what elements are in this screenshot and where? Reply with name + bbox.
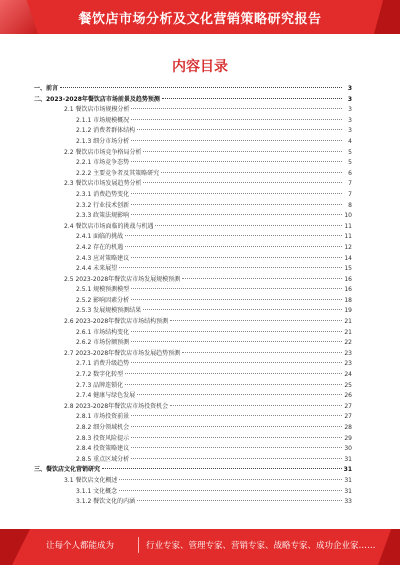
toc-entry-title: 2.6.2 市场份额预测 bbox=[76, 339, 130, 347]
toc-entry-title: 2.6.1 市场结构变化 bbox=[76, 328, 130, 336]
toc-entry[interactable] bbox=[34, 476, 352, 487]
toc-entry-page: 3 bbox=[348, 127, 352, 135]
toc-entry-page: 29 bbox=[344, 434, 352, 442]
toc-entry[interactable] bbox=[34, 402, 352, 413]
toc-entry-title: 三、餐饮店文化营销研究 bbox=[34, 466, 101, 474]
toc-entry-page: 31 bbox=[344, 455, 352, 463]
toc-entry-title: 2.1.3 细分市场分析 bbox=[76, 137, 130, 145]
toc-entry[interactable] bbox=[34, 137, 352, 148]
toc-entry-title: 2.8 2023-2028年餐饮店市场投资机会 bbox=[64, 402, 169, 410]
toc-entry-page: 3 bbox=[348, 106, 352, 114]
toc-entry[interactable] bbox=[34, 211, 352, 222]
toc-entry[interactable] bbox=[34, 465, 352, 476]
toc-entry-title: 二、2023-2028年餐饮店市场前景及趋势预测 bbox=[34, 95, 160, 103]
toc-entry[interactable] bbox=[34, 243, 352, 254]
toc-entry[interactable] bbox=[34, 370, 352, 381]
toc-entry-title: 一、前言 bbox=[34, 85, 59, 92]
toc-entry[interactable] bbox=[34, 254, 352, 265]
toc-leader-dots bbox=[161, 172, 342, 173]
footer-slogan: 让每个人都能成为 bbox=[46, 541, 115, 551]
toc-entry[interactable] bbox=[34, 455, 352, 466]
toc-leader-dots bbox=[131, 299, 342, 300]
toc-entry-page: 23 bbox=[344, 349, 352, 357]
toc-entry-page: 24 bbox=[344, 371, 352, 379]
toc-entry[interactable] bbox=[34, 126, 352, 137]
toc-leader-dots bbox=[102, 468, 342, 469]
toc-entry-page: 27 bbox=[344, 413, 352, 421]
toc-entry[interactable] bbox=[34, 285, 352, 296]
toc-entry-title: 2.3.2 行业技术创新 bbox=[76, 201, 130, 209]
toc-entry-title: 2.2.1 市场竞争态势 bbox=[76, 159, 130, 167]
toc-entry[interactable] bbox=[34, 391, 352, 402]
toc-leader-dots bbox=[119, 490, 342, 491]
toc-leader-dots bbox=[170, 405, 342, 406]
toc-entry-page: 21 bbox=[344, 328, 352, 336]
toc-leader-dots bbox=[131, 426, 342, 427]
toc-entry[interactable] bbox=[34, 328, 352, 339]
toc-entry-page: 33 bbox=[344, 498, 352, 506]
toc-entry-title: 3.1.1 文化概念 bbox=[76, 487, 118, 495]
toc-entry-title: 2.4.4 未来展望 bbox=[76, 265, 118, 273]
toc-entry-page: 5 bbox=[348, 148, 352, 156]
footer-tagline: 行业专家、管理专家、营销专家、战略专家、成功企业家…… bbox=[146, 541, 376, 551]
toc-entry-title: 2.8.1 市场投资前景 bbox=[76, 413, 130, 421]
toc-entry-title: 2.5.3 发展规模预测结果 bbox=[76, 307, 142, 315]
toc-entry-page: 27 bbox=[344, 402, 352, 410]
toc-leader-dots bbox=[131, 288, 342, 289]
toc-leader-dots bbox=[131, 458, 342, 459]
toc-entry[interactable] bbox=[34, 116, 352, 127]
toc-entry-page: 16 bbox=[344, 286, 352, 294]
toc-entry-title: 2.8.4 投资策略建议 bbox=[76, 445, 130, 453]
toc-leader-dots bbox=[182, 278, 342, 279]
toc-leader-dots bbox=[131, 140, 342, 141]
toc-entry-title: 2.2.2 主要竞争者及其策略研究 bbox=[76, 169, 160, 177]
toc-entry[interactable] bbox=[34, 148, 352, 159]
toc-entry-title: 2.1 餐饮店市场规模分析 bbox=[64, 106, 130, 114]
toc-entry[interactable] bbox=[34, 497, 352, 508]
toc-entry[interactable] bbox=[34, 105, 352, 116]
toc-leader-dots bbox=[143, 151, 342, 152]
header-right-decoration bbox=[374, 0, 400, 34]
toc-entry-title: 2.7.2 数字化转型 bbox=[76, 371, 124, 379]
toc-entry[interactable] bbox=[34, 423, 352, 434]
toc-entry[interactable] bbox=[34, 264, 352, 275]
toc-leader-dots bbox=[131, 108, 342, 109]
toc-leader-dots bbox=[155, 225, 342, 226]
toc-leader-dots bbox=[137, 129, 342, 130]
toc-leader-dots bbox=[131, 161, 342, 162]
toc-entry-title: 2.1.2 消费者群体结构 bbox=[76, 127, 136, 135]
footer-left-decoration bbox=[0, 529, 30, 565]
toc-leader-dots bbox=[131, 193, 342, 194]
toc-entry-page: 8 bbox=[348, 201, 352, 209]
footer-right-decoration bbox=[378, 529, 400, 565]
toc-entry-page: 10 bbox=[344, 212, 352, 220]
toc-entry-page: 16 bbox=[344, 275, 352, 283]
toc-entry-page: 7 bbox=[348, 180, 352, 188]
toc-entry-page: 30 bbox=[344, 445, 352, 453]
toc-leader-dots bbox=[119, 479, 342, 480]
toc-entry[interactable] bbox=[34, 95, 352, 106]
toc-entry[interactable] bbox=[34, 306, 352, 317]
toc-leader-dots bbox=[143, 182, 342, 183]
toc-entry[interactable] bbox=[34, 275, 352, 286]
toc-entry-page: 26 bbox=[344, 392, 352, 400]
toc-entry[interactable] bbox=[34, 84, 352, 95]
toc-leader-dots bbox=[131, 331, 342, 332]
toc-entry-page: 23 bbox=[344, 360, 352, 368]
toc-entry[interactable] bbox=[34, 381, 352, 392]
toc-entry-page: 25 bbox=[344, 381, 352, 389]
toc-entry[interactable] bbox=[34, 201, 352, 212]
footer-divider bbox=[138, 537, 139, 553]
toc-entry[interactable] bbox=[34, 349, 352, 360]
toc-entry-title: 2.7 2023-2028年餐饮店市场发展趋势预测 bbox=[64, 349, 181, 357]
toc-leader-dots bbox=[131, 214, 342, 215]
toc-entry-page: 15 bbox=[344, 265, 352, 273]
toc-entry-page: 6 bbox=[348, 169, 352, 177]
toc-entry-title: 2.3.3 政策法规影响 bbox=[76, 212, 130, 220]
toc-entry-title: 2.4.1 面临的挑战 bbox=[76, 233, 124, 241]
toc-leader-dots bbox=[131, 204, 342, 205]
footer-banner bbox=[0, 529, 400, 565]
toc-entry[interactable] bbox=[34, 317, 352, 328]
toc-leader-dots bbox=[131, 362, 342, 363]
toc-entry-title: 2.4 餐饮店市场面临的挑战与机遇 bbox=[64, 222, 154, 230]
toc-entry-title: 2.5.2 影响因素分析 bbox=[76, 296, 130, 304]
toc-entry-title: 2.4.2 存在的机遇 bbox=[76, 243, 124, 251]
toc-entry[interactable] bbox=[34, 232, 352, 243]
toc-entry-page: 18 bbox=[344, 296, 352, 304]
toc-leader-dots bbox=[119, 267, 342, 268]
toc-leader-dots bbox=[131, 447, 342, 448]
toc-entry-title: 2.3.1 消费趋势变化 bbox=[76, 190, 130, 198]
toc-leader-dots bbox=[143, 309, 342, 310]
toc-leader-dots bbox=[131, 341, 342, 342]
header-left-decoration bbox=[0, 0, 38, 34]
toc-entry[interactable] bbox=[34, 444, 352, 455]
toc-entry-title: 2.1.1 市场规模概况 bbox=[76, 116, 130, 124]
toc-entry[interactable] bbox=[34, 487, 352, 498]
toc-entry-page: 31 bbox=[343, 466, 352, 474]
toc-entry[interactable] bbox=[34, 434, 352, 445]
toc-entry[interactable] bbox=[34, 412, 352, 423]
toc-entry-title: 2.4.3 应对策略建议 bbox=[76, 254, 130, 262]
toc-entry[interactable] bbox=[34, 169, 352, 180]
toc-entry-title: 2.8.3 投资风险提示 bbox=[76, 434, 130, 442]
toc-entry-page: 3 bbox=[347, 95, 352, 103]
header-banner bbox=[0, 0, 400, 34]
toc-entry-title: 2.7.4 健康与绿色发展 bbox=[76, 392, 136, 400]
toc-entry-title: 2.7.3 品牌连锁化 bbox=[76, 381, 124, 389]
toc-heading: 内容目录 bbox=[172, 59, 228, 75]
toc-entry-title: 2.3 餐饮店市场发展趋势分析 bbox=[64, 180, 142, 188]
toc-leader-dots bbox=[125, 235, 342, 236]
toc-leader-dots bbox=[125, 373, 342, 374]
toc-leader-dots bbox=[131, 119, 342, 120]
toc-entry-page: 11 bbox=[344, 233, 352, 241]
toc-entry-title: 2.7.1 消费升级趋势 bbox=[76, 360, 130, 368]
toc-leader-dots bbox=[131, 257, 342, 258]
toc-entry-page: 28 bbox=[344, 424, 352, 431]
toc-entry-page: 3 bbox=[347, 85, 352, 92]
toc-entry[interactable] bbox=[34, 158, 352, 169]
toc-entry-title: 3.1 餐饮店文化概述 bbox=[64, 476, 118, 484]
toc-entry[interactable] bbox=[34, 359, 352, 370]
toc-leader-dots bbox=[131, 437, 342, 438]
toc-entry[interactable] bbox=[34, 296, 352, 307]
toc-entry-page: 31 bbox=[344, 476, 352, 484]
toc-entry-title: 2.5 2023-2028年餐饮店市场发展规模预测 bbox=[64, 275, 181, 283]
toc-entry-page: 4 bbox=[348, 137, 352, 145]
report-title: 餐饮店市场分析及文化营销策略研究报告 bbox=[78, 12, 322, 27]
toc-entry[interactable] bbox=[34, 190, 352, 201]
toc-entry[interactable] bbox=[34, 179, 352, 190]
toc-entry-title: 2.2 餐饮店市场竞争格局分析 bbox=[64, 148, 142, 156]
toc-entry-title: 3.1.2 餐饮文化的内涵 bbox=[76, 498, 136, 506]
toc-entry-page: 21 bbox=[344, 318, 352, 326]
toc-entry-title: 2.8.2 细分领域机会 bbox=[76, 424, 130, 431]
toc-entry[interactable] bbox=[34, 222, 352, 233]
toc-leader-dots bbox=[162, 98, 342, 99]
toc-leader-dots bbox=[125, 384, 342, 385]
toc-entry-page: 11 bbox=[344, 222, 352, 230]
toc-entry-page: 22 bbox=[344, 339, 352, 347]
toc-leader-dots bbox=[60, 87, 342, 88]
toc-leader-dots bbox=[137, 500, 342, 501]
toc-entry-page: 19 bbox=[344, 307, 352, 315]
toc-entry-title: 2.6 2023-2028年餐饮店市场结构预测 bbox=[64, 318, 169, 326]
toc-entry-page: 14 bbox=[344, 254, 352, 262]
toc-entry-page: 3 bbox=[348, 116, 352, 124]
table-of-contents bbox=[34, 84, 352, 508]
toc-entry-page: 12 bbox=[344, 243, 352, 251]
toc-leader-dots bbox=[131, 415, 342, 416]
toc-entry-page: 7 bbox=[348, 190, 352, 198]
toc-entry-page: 31 bbox=[344, 487, 352, 495]
toc-entry-title: 2.8.5 重点区域分析 bbox=[76, 455, 130, 463]
toc-entry[interactable] bbox=[34, 338, 352, 349]
toc-leader-dots bbox=[137, 394, 342, 395]
toc-leader-dots bbox=[182, 352, 342, 353]
toc-entry-page: 5 bbox=[348, 159, 352, 167]
toc-leader-dots bbox=[125, 246, 342, 247]
toc-entry-title: 2.5.1 规模预测模型 bbox=[76, 286, 130, 294]
toc-leader-dots bbox=[170, 320, 342, 321]
